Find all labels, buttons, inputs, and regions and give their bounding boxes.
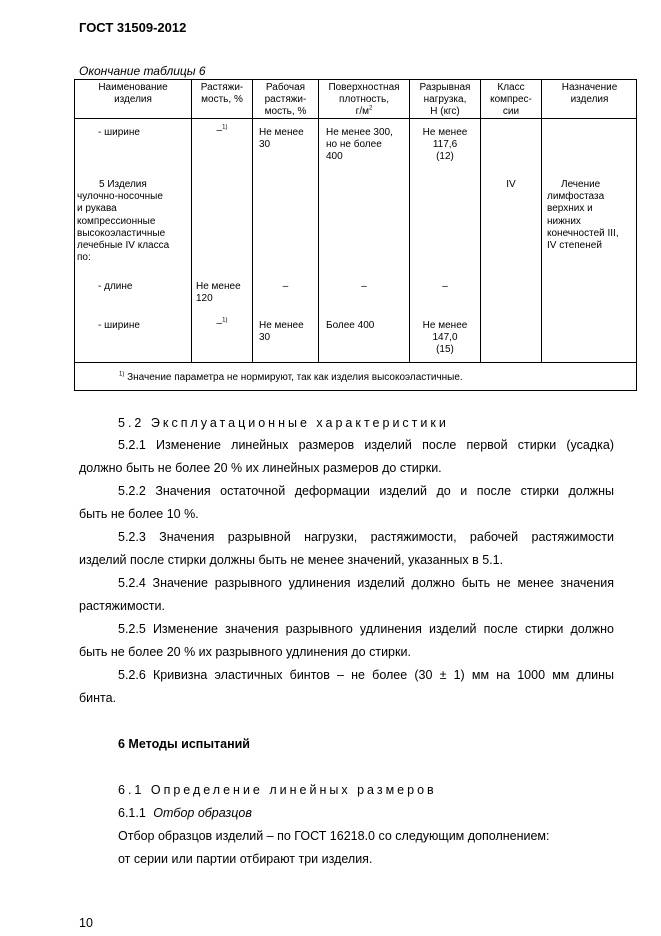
para-6-1-1-line1: Отбор образцов изделий – по ГОСТ 16218.0 со следующим дополнением: [118,829,550,843]
para-5-2-6-line1: 5.2.6 Кривизна эластичных бинтов – не более (30 ± 1) мм на 1000 мм длины [118,668,614,682]
row-width-1-name: - ширине [98,127,140,138]
row-item5-name: 5 Изделия чулочно-носочные и рукава компрессионные высокоэластичные лечебные IV класса по: [77,179,170,264]
header-density: Поверхностная плотность, $г/м^2$ [328,82,400,117]
row-width-2-load: Не менее 147,0 (15) [422,320,468,356]
row-length-load: – [442,281,448,292]
para-5-2-4-line2: растяжимости. [79,599,165,613]
row-length-work: – [282,281,289,292]
para-5-2-1-line1: 5.2.1 Изменение линейных размеров изделий после первой стирки (усадка) [118,438,614,452]
document-header: ГОСТ 31509-2012 [79,20,187,35]
table-caption: Окончание таблицы 6 [79,64,206,78]
para-5-2-5-line1: 5.2.5 Изменение значения разрывного удлинения изделий после стирки должно [118,622,614,636]
row-width-2-density: Более 400 [326,320,375,331]
column-divider [480,80,481,362]
page-number: 10 [79,916,93,930]
row-length-density: – [361,281,367,292]
para-5-2-2-line1: 5.2.2 Значения остаточной деформации изделий до и после стирки должны [118,484,614,498]
header-purpose: Назначение изделия [561,82,618,105]
header-class: Класс компрес- сии [490,82,532,117]
column-divider [252,80,253,362]
column-divider [318,80,319,362]
para-5-2-3-line1: 5.2.3 Значения разрывной нагрузки, растяжимости, рабочей растяжимости [118,530,614,544]
column-divider [541,80,542,362]
section-5-2-title: 5.2 Эксплуатационные характеристики [118,416,449,430]
para-5-2-4-line1: 5.2.4 Значение разрывного удлинения изделий должно быть не менее значения [118,576,614,590]
para-5-2-3-line2: изделий после стирки должны быть не менее значений, указанных в 5.1. [79,553,504,567]
footnote-divider [75,362,636,363]
para-5-2-1-line2: должно быть не более 20 % их линейных размеров до стирки. [79,461,442,475]
data-table [74,79,637,391]
row-length-stretch: Не менее 120 [196,281,241,305]
row-item5-purpose: Лечение лимфостаза верхних и нижних конечностей III, IV степеней [547,179,619,252]
section-6-title: 6 Методы испытаний [118,737,250,751]
para-5-2-6-line2: бинта. [79,691,117,705]
section-6-1-1-title: 6.1.1 Отбор образцов [118,806,252,820]
para-5-2-2-line2: быть не более 10 %. [79,507,199,521]
row-width-2-stretch: –$^{1)}$ [216,317,228,329]
row-item5-class: IV [506,179,516,190]
header-name: Наименование изделия [98,82,168,105]
table-footnote: $^{1)}$ Значение параметра не нормируют, так как изделия высокоэластичные. [119,371,463,383]
header-load: Разрывная нагрузка, Н (кгс) [419,82,471,117]
header-work-stretch: Рабочая растяжи- мость, % [264,82,307,117]
row-width-2-work: Не менее 30 [259,320,304,344]
header-stretch: Растяжи- мость, % [200,82,244,105]
row-length-name: - длине [98,281,133,292]
row-width-1-work: Не менее 30 [259,127,304,151]
row-width-2-name: - ширине [98,320,140,331]
row-width-1-load: Не менее 117,6 (12) [422,127,468,163]
row-width-1-stretch: –$^{1)}$ [216,124,228,136]
para-5-2-5-line2: быть не более 20 % их разрывного удлинения до стирки. [79,645,411,659]
row-width-1-density: Не менее 300, но не более 400 [326,127,393,163]
section-6-1-title: 6.1 Определение линейных размеров [118,783,437,797]
header-divider [75,118,636,119]
para-6-1-1-line2: от серии или партии отбирают три изделия. [118,852,373,866]
